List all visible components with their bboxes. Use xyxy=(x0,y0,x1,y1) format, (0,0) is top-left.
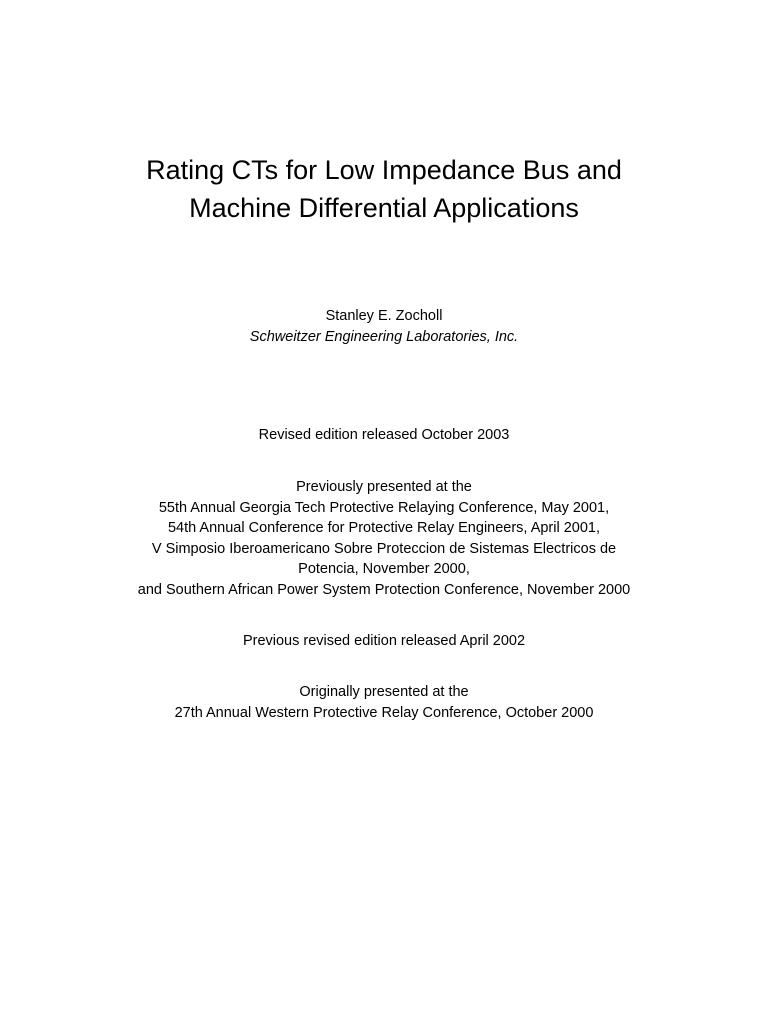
original-conference-line: 27th Annual Western Protective Relay Conference, October 2000 xyxy=(174,704,594,721)
revised-edition-text: Revised edition released October 2003 xyxy=(258,427,510,443)
previous-revised-edition-note xyxy=(0,631,768,652)
conference-line: 55th Annual Georgia Tech Protective Relaying Conference, May 2001, xyxy=(158,499,610,516)
conference-line: Potencia, November 2000, xyxy=(298,561,470,578)
conference-line: 54th Annual Conference for Protective Relay Engineers, April 2001, xyxy=(167,520,601,537)
paper-title-line-1: Rating CTs for Low Impedance Bus and xyxy=(146,155,622,185)
previously-presented-block xyxy=(0,477,768,601)
conference-line: V Simposio Iberoamericano Sobre Proteccion de Sistemas Electricos de xyxy=(151,540,617,557)
conference-line: and Southern African Power System Protection Conference, November 2000 xyxy=(137,581,631,598)
originally-presented-heading: Originally presented at the xyxy=(299,684,469,700)
paper-title xyxy=(0,151,768,227)
originally-presented-block xyxy=(0,682,768,723)
author-name: Stanley E. Zocholl xyxy=(325,308,443,324)
author-block xyxy=(0,306,768,347)
previous-revised-edition-text: Previous revised edition released April 2002 xyxy=(242,633,526,649)
paper-title-line-2: Machine Differential Applications xyxy=(189,193,579,223)
previously-presented-heading: Previously presented at the xyxy=(296,479,472,495)
author-affiliation: Schweitzer Engineering Laboratories, Inc. xyxy=(249,328,519,345)
revised-edition-note xyxy=(0,425,768,446)
